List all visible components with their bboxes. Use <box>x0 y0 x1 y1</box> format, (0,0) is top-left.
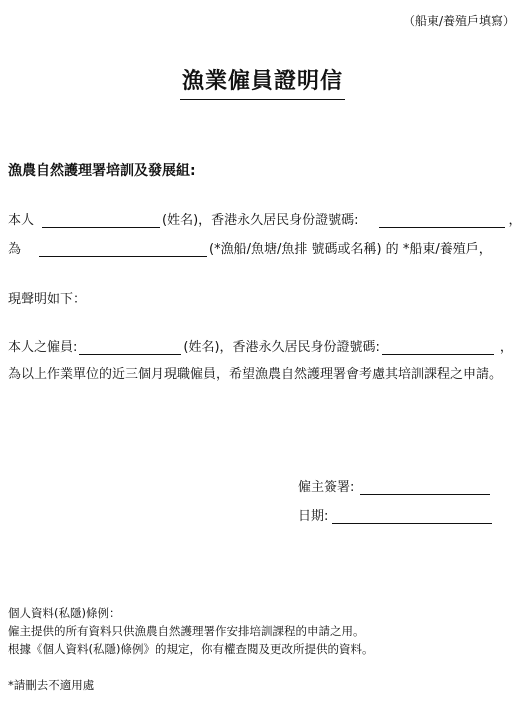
statement-text: 為以上作業單位的近三個月現職僱員，希望漁農自然護理署會考慮其培訓課程之申請。 <box>8 367 503 382</box>
owner-name-suffix: (姓名)，香港永久居民身份證號碼: <box>162 213 359 228</box>
header-note: （船東/養殖戶填寫） <box>402 14 515 28</box>
footnote: *請刪去不適用處 <box>8 678 95 692</box>
declare-text: 現聲明如下： <box>8 292 87 307</box>
owner-prefix: 本人 <box>8 213 35 228</box>
owner-line-end: ， <box>508 213 522 228</box>
signature-field[interactable] <box>360 480 490 495</box>
vessel-prefix: 為 <box>8 242 22 257</box>
page-title-text: 漁業僱員證明信 <box>180 64 345 100</box>
signature-label: 僱主簽署: <box>298 480 355 495</box>
page-title <box>0 64 525 100</box>
recipient: 漁農自然護理署培訓及發展組: <box>8 163 196 179</box>
employee-name-field[interactable] <box>79 340 181 355</box>
vessel-field[interactable] <box>39 242 207 257</box>
date-label: 日期: <box>298 509 329 524</box>
employee-line <box>8 336 513 355</box>
employee-prefix: 本人之僱員: <box>8 340 78 355</box>
owner-line <box>8 209 522 228</box>
vessel-line <box>8 238 492 257</box>
employee-id-field[interactable] <box>382 340 494 355</box>
owner-name-field[interactable] <box>42 213 160 228</box>
date-field[interactable] <box>332 509 492 524</box>
signature-line <box>298 476 492 495</box>
employee-line-end: ， <box>499 340 513 355</box>
privacy-heading: 個人資料(私隱)條例： <box>8 606 121 620</box>
vessel-suffix: (*漁船/魚塘/魚排 號碼或名稱) 的 *船東/養殖戶， <box>209 242 492 257</box>
privacy-line-2: 根據《個人資料(私隱)條例》的規定，你有權查閱及更改所提供的資料。 <box>8 642 374 656</box>
owner-id-field[interactable] <box>379 213 505 228</box>
privacy-line-1: 僱主提供的所有資料只供漁農自然護理署作安排培訓課程的申請之用。 <box>8 624 365 638</box>
employee-name-suffix: (姓名)，香港永久居民身份證號碼: <box>183 340 380 355</box>
date-line <box>298 505 494 524</box>
